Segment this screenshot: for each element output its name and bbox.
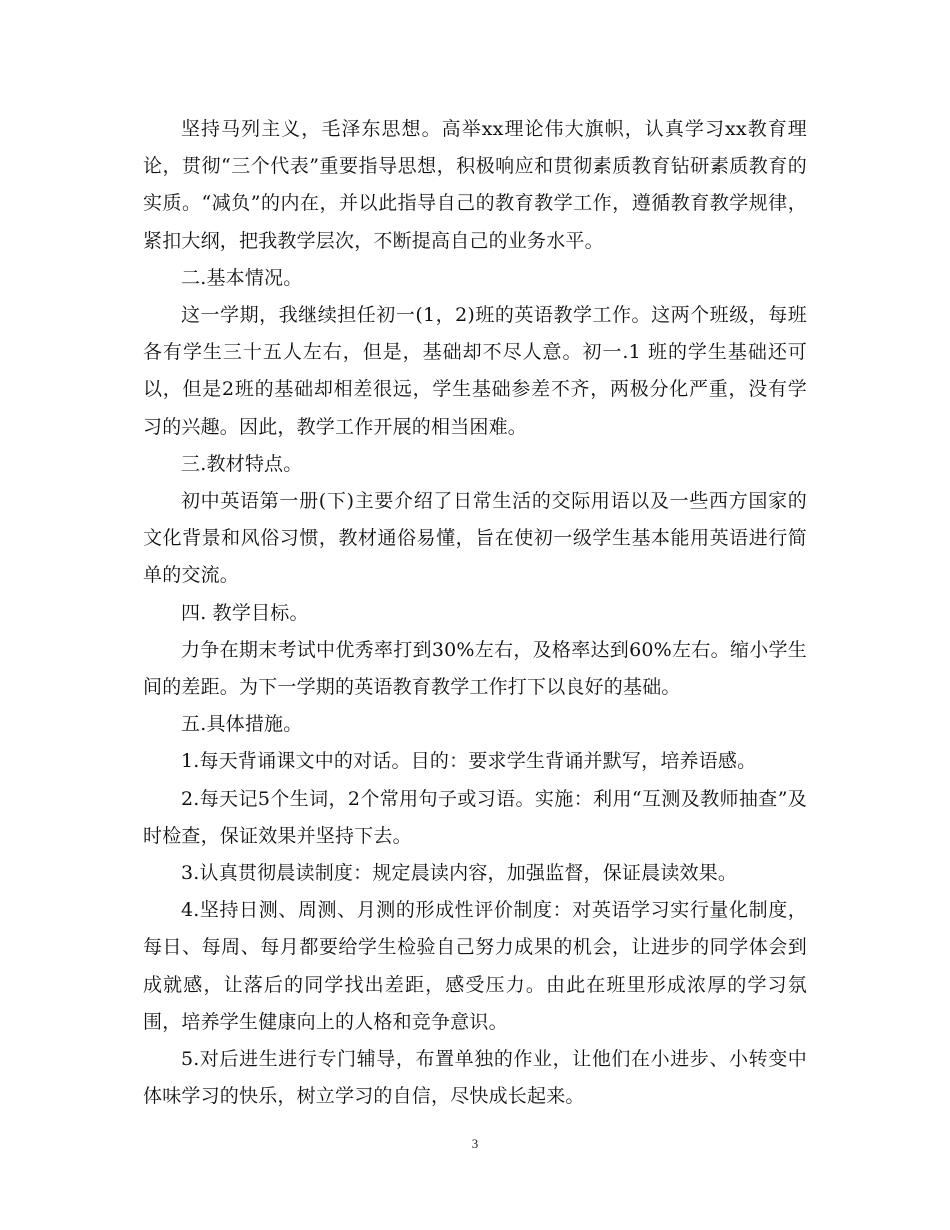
document-body bbox=[143, 111, 807, 1115]
heading-specific-measures: 五.具体措施。 bbox=[181, 713, 303, 736]
paragraph-basic-situation: 这一学期，我继续担任初一(1，2)班的英语教学工作。这两个班级，每班各有学生三十五人左右，但是，基础却不尽人意。初一.1 班的学生基础还可以，但是2班的基础却相差很远，学生基础参差不齐，两极分化严重，没有学习的兴趣。因此，教学工作开展的相当困难。 bbox=[143, 304, 807, 438]
page-number: 3 bbox=[471, 1136, 479, 1151]
measure-item-5: 5.对后进生进行专门辅导，布置单独的作业，让他们在小进步、小转变中体味学习的快乐，树立学习的自信，尽快成长起来。 bbox=[143, 1048, 807, 1108]
measure-item-1: 1.每天背诵课文中的对话。目的：要求学生背诵并默写，培养语感。 bbox=[181, 750, 757, 773]
paragraph-guiding-ideology: 坚持马列主义，毛泽东思想。高举xx理论伟大旗帜，认真学习xx教育理论，贯彻“三个代表”重要指导思想，积极响应和贯彻素质教育钻研素质教育的实质。“减负”的内在，并以此指导自己的教育教学工作，遵循教育教学规律，紧扣大纲，把我教学层次，不断提高自己的业务水平。 bbox=[143, 118, 807, 252]
paragraph-teaching-goals: 力争在期末考试中优秀率打到30%左右，及格率达到60%左右。缩小学生间的差距。为下一学期的英语教育教学工作打下以良好的基础。 bbox=[143, 638, 807, 699]
measure-item-4: 4.坚持日测、周测、月测的形成性评价制度：对英语学习实行量化制度，每日、每周、每月都要给学生检验自己努力成果的机会，让进步的同学体会到成就感，让落后的同学找出差距，感受压力。由此在班里形成浓厚的学习氛围，培养学生健康向上的人格和竞争意识。 bbox=[143, 899, 807, 1033]
heading-teaching-goals: 四. 教学目标。 bbox=[181, 601, 309, 624]
heading-basic-situation: 二.基本情况。 bbox=[181, 266, 303, 289]
measure-item-3: 3.认真贯彻晨读制度：规定晨读内容，加强监督，保证晨读效果。 bbox=[181, 862, 738, 885]
heading-textbook-features: 三.教材特点。 bbox=[181, 452, 303, 475]
paragraph-textbook-features: 初中英语第一册(下)主要介绍了日常生活的交际用语以及一些西方国家的文化背景和风俗习惯，教材通俗易懂，旨在使初一级学生基本能用英语进行简单的交流。 bbox=[143, 490, 807, 587]
measure-item-2: 2.每天记5个生词，2个常用句子或习语。实施：利用“互测及教师抽查”及时检查，保证效果并坚持下去。 bbox=[143, 787, 807, 847]
